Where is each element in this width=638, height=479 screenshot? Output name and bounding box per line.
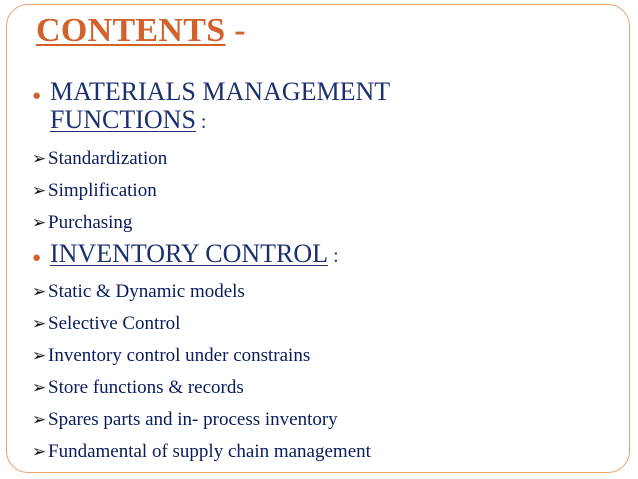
arrow-bullet-icon: ➢ [32,345,47,365]
arrow-bullet-icon: ➢ [32,377,47,397]
arrow-bullet-icon: ➢ [32,212,47,232]
bullet-icon: ● [32,250,42,266]
arrow-bullet-icon: ➢ [32,281,47,301]
list-item-label: Standardization [48,147,168,169]
list-item [32,206,622,238]
arrow-bullet-icon: ➢ [32,313,47,333]
heading-colon: : [328,245,339,267]
list-item [32,435,622,467]
title-text: CONTENTS [36,12,226,49]
section-heading-materials [32,78,622,136]
bullet-icon: ● [32,88,42,104]
arrow-bullet-icon: ➢ [32,180,47,200]
section-heading-inventory [32,240,622,272]
list-item-label: Simplification [48,179,157,201]
list-item [32,371,622,403]
list-item-label: Purchasing [48,211,133,233]
arrow-bullet-icon: ➢ [32,148,47,168]
list-item [32,142,622,174]
contents-list [32,72,622,467]
list-item [32,275,622,307]
arrow-bullet-icon: ➢ [32,409,47,429]
slide-title [36,12,246,50]
list-item-label: Fundamental of supply chain management [48,440,371,462]
section-heading-text [50,78,390,136]
list-item [32,339,622,371]
list-item-label: Store functions & records [48,376,244,398]
list-item [32,174,622,206]
list-item [32,307,622,339]
arrow-bullet-icon: ➢ [32,441,47,461]
section-heading-text [50,240,339,270]
list-item-label: Spares parts and in- process inventory [48,408,338,430]
list-item-label: Selective Control [48,312,181,334]
list-item [32,403,622,435]
heading-line-1: MATERIALS MANAGEMENT [50,77,391,106]
heading-line-2: FUNCTIONS [50,105,196,134]
list-item-label: Inventory control under constrains [48,344,311,366]
heading-line-1: INVENTORY CONTROL [50,239,329,268]
list-item-label: Static & Dynamic models [48,280,245,302]
title-dash: - [225,12,246,49]
heading-colon: : [195,111,207,133]
